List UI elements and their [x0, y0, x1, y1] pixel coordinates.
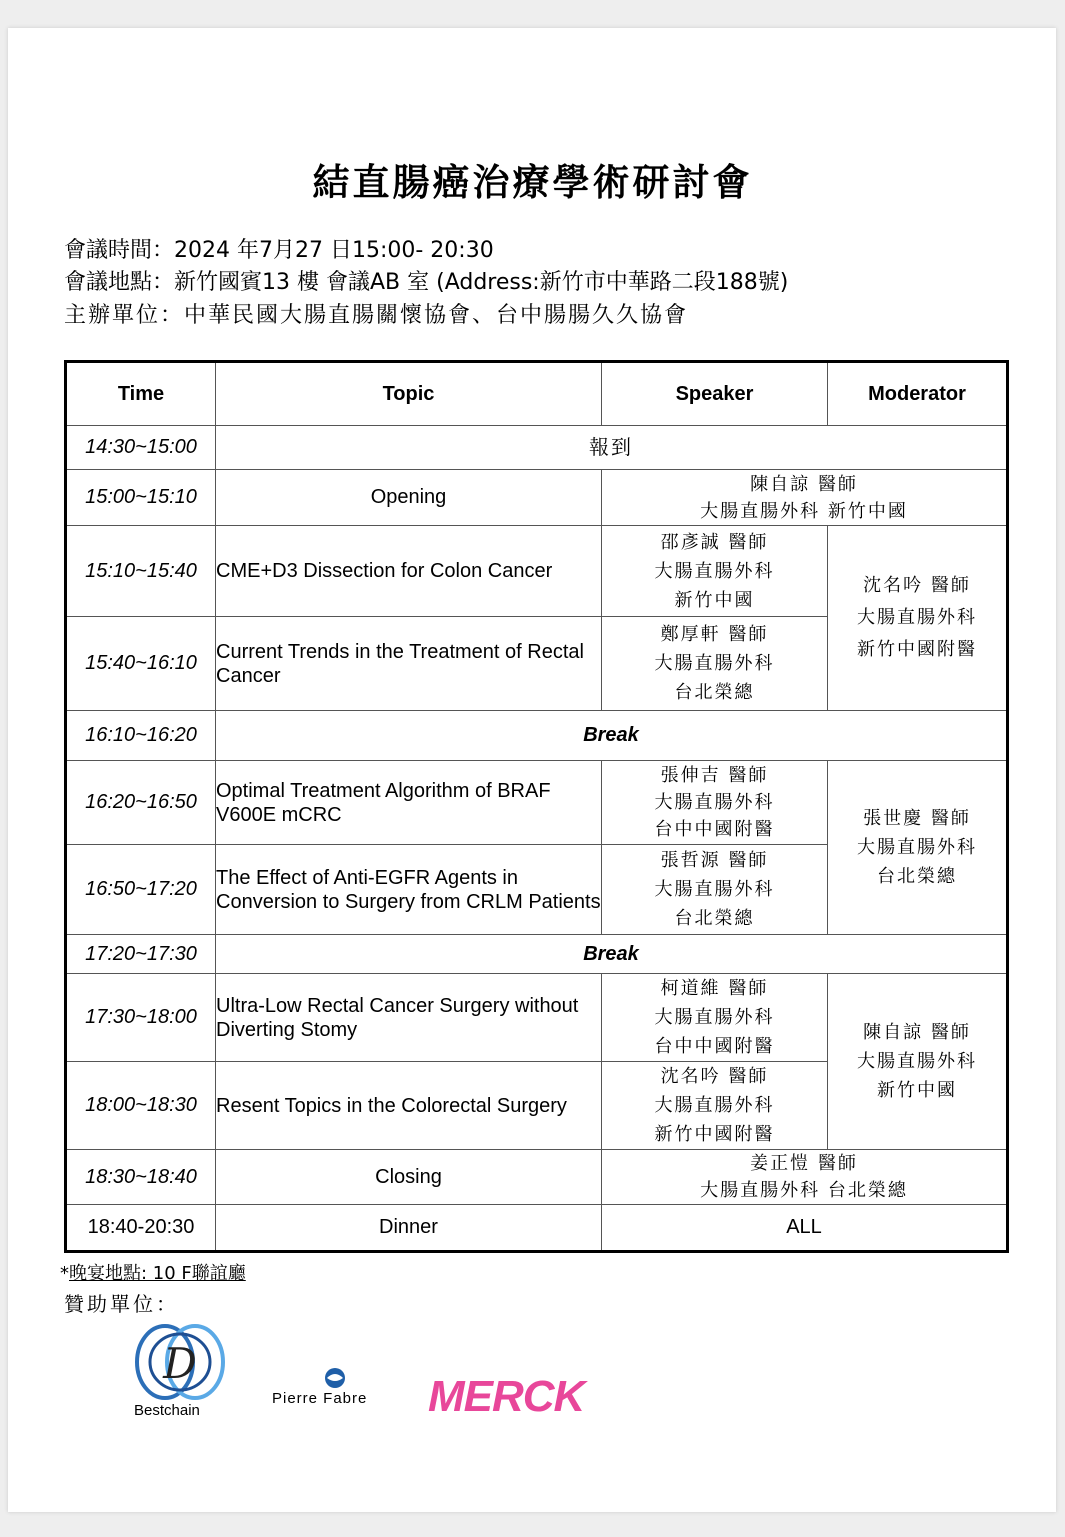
row-topic: The Effect of Anti-EGFR Agents in Conversion to Surgery from CRLM Patients: [216, 845, 602, 935]
row-speaker: [602, 526, 828, 617]
row-topic: Closing: [216, 1150, 602, 1205]
row-time: 15:40~16:10: [66, 617, 216, 711]
footnote-text: 晚宴地點: 10 F聯誼廳: [69, 1263, 246, 1284]
row-speaker: [602, 1150, 1008, 1205]
registration-cell: 報到: [216, 426, 1008, 470]
table-row: [66, 935, 1008, 974]
speaker-name: 鄭厚軒 醫師: [660, 624, 769, 645]
moderator-name: 張世慶 醫師: [863, 808, 971, 829]
table-row: [66, 426, 1008, 470]
header-speaker: Speaker: [602, 362, 828, 426]
row-topic: Current Trends in the Treatment of Rectal Cancer: [216, 617, 602, 711]
speaker-name: 姜正愷 醫師: [750, 1153, 858, 1174]
moderator-dept: 大腸直腸外科: [857, 1051, 977, 1072]
row-speaker: [602, 761, 828, 845]
moderator-cell: [828, 974, 1008, 1150]
table-row: [66, 761, 1008, 845]
moderator-cell: [828, 526, 1008, 711]
row-topic: Dinner: [216, 1205, 602, 1252]
row-topic: CME+D3 Dissection for Colon Cancer: [216, 526, 602, 617]
table-header-row: [66, 362, 1008, 426]
moderator-dept: 大腸直腸外科: [857, 837, 977, 858]
table-row: [66, 526, 1008, 617]
speaker-hospital: 台北榮總: [674, 908, 755, 929]
meeting-organizer: 主辦單位：中華民國大腸直腸關懷協會、台中腸腸久久協會: [64, 303, 689, 328]
dinner-footnote: [60, 1259, 246, 1285]
speaker-dept: 大腸直腸外科: [654, 1095, 775, 1116]
sponsor-label: 贊助單位：: [64, 1292, 179, 1316]
break-cell: Break: [216, 711, 1008, 761]
row-time: 17:30~18:00: [66, 974, 216, 1062]
row-time: 15:10~15:40: [66, 526, 216, 617]
speaker-hospital: 台中中國附醫: [654, 819, 775, 840]
speaker-name: 張伸吉 醫師: [660, 765, 769, 786]
row-time: 18:30~18:40: [66, 1150, 216, 1205]
speaker-hospital: 台中中國附醫: [654, 1036, 775, 1057]
moderator-hospital: 新竹中國附醫: [857, 639, 977, 660]
row-time: 18:40-20:30: [66, 1205, 216, 1252]
row-topic: Ultra-Low Rectal Cancer Surgery without Diverting Stomy: [216, 974, 602, 1062]
row-time: 16:10~16:20: [66, 711, 216, 761]
header-moderator: Moderator: [828, 362, 1008, 426]
speaker-name: 柯道維 醫師: [660, 978, 769, 999]
table-row: [66, 470, 1008, 526]
bestchain-mark: D: [163, 1339, 197, 1388]
bestchain-label: Bestchain: [134, 1402, 200, 1419]
header-time: Time: [66, 362, 216, 426]
speaker-affiliation: 大腸直腸外科 台北榮總: [700, 1180, 908, 1201]
page-title: 結直腸癌治療學術研討會: [312, 160, 753, 204]
row-speaker: [602, 1062, 828, 1150]
row-topic: Opening: [216, 470, 602, 526]
speaker-dept: 大腸直腸外科: [654, 879, 775, 900]
moderator-cell: [828, 761, 1008, 935]
moderator-name: 沈名吟 醫師: [863, 575, 971, 596]
footnote-star: *: [60, 1263, 69, 1284]
speaker-name: 邵彥誠 醫師: [660, 531, 769, 553]
speaker-name: 沈名吟 醫師: [660, 1066, 769, 1087]
row-speaker: [602, 617, 828, 711]
row-speaker: [602, 974, 828, 1062]
meeting-location: 會議地點：新竹國賓13 樓 會議AB 室 (Address:新竹市中華路二段188號): [64, 270, 789, 295]
row-time: 15:00~15:10: [66, 470, 216, 526]
speaker-dept: 大腸直腸外科: [654, 792, 775, 813]
speaker-dept: 大腸直腸外科: [654, 653, 775, 674]
row-time: 18:00~18:30: [66, 1062, 216, 1150]
speaker-dept: 大腸直腸外科: [654, 1007, 775, 1028]
speaker-name: 張哲源 醫師: [660, 850, 769, 871]
speaker-hospital: 新竹中國附醫: [654, 1124, 775, 1145]
speaker-dept: 大腸直腸外科: [654, 560, 775, 582]
row-time: 14:30~15:00: [66, 426, 216, 470]
row-speaker: [602, 845, 828, 935]
row-speaker: ALL: [602, 1205, 1008, 1252]
moderator-dept: 大腸直腸外科: [857, 607, 977, 628]
moderator-name: 陳自諒 醫師: [863, 1022, 971, 1043]
table-row: [66, 1150, 1008, 1205]
moderator-hospital: 新竹中國: [877, 1080, 957, 1101]
speaker-hospital: 新竹中國: [674, 589, 755, 611]
pierre-fabre-label: Pierre Fabre: [272, 1390, 368, 1407]
moderator-hospital: 台北榮總: [877, 866, 957, 887]
row-time: 16:50~17:20: [66, 845, 216, 935]
row-topic: Optimal Treatment Algorithm of BRAF V600E mCRC: [216, 761, 602, 845]
speaker-affiliation: 大腸直腸外科 新竹中國: [700, 500, 908, 522]
table-row: [66, 711, 1008, 761]
table-row: [66, 974, 1008, 1062]
merck-logo: MERCK: [428, 1372, 585, 1421]
row-time: 17:20~17:30: [66, 935, 216, 974]
row-topic: Resent Topics in the Colorectal Surgery: [216, 1062, 602, 1150]
meeting-time: 會議時間：2024 年7月27 日15:00- 20:30: [64, 238, 494, 263]
header-topic: Topic: [216, 362, 602, 426]
speaker-hospital: 台北榮總: [674, 682, 755, 703]
table-row: [66, 1205, 1008, 1252]
speaker-name: 陳自諒 醫師: [750, 473, 858, 495]
row-speaker: [602, 470, 1008, 526]
break-cell: Break: [216, 935, 1008, 974]
schedule-table: [64, 360, 1009, 1253]
row-time: 16:20~16:50: [66, 761, 216, 845]
